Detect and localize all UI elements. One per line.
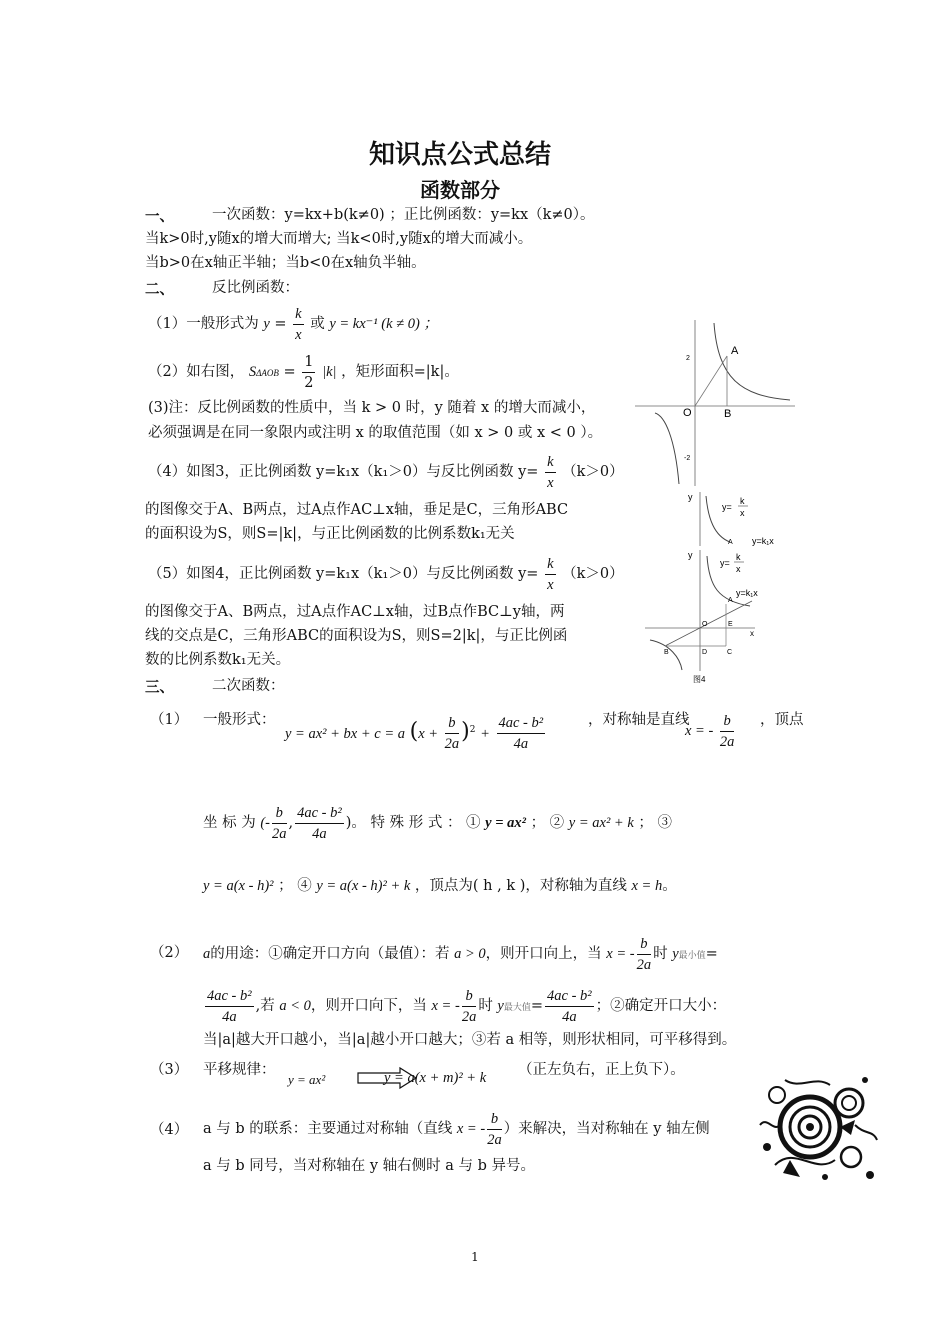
q3-formula1: y = ax² <box>288 1072 326 1087</box>
fig4-D: D <box>702 649 708 656</box>
q2-text2: ，则开口向上，当 <box>485 946 602 962</box>
q1-dot: 。 <box>662 878 677 894</box>
q1-coord-label: 坐 标 为 <box>203 815 256 831</box>
q1-frac1-num: b <box>445 713 460 734</box>
q1-axis-xeq: x = - <box>685 723 714 739</box>
fig4-label1: y= <box>720 558 730 568</box>
q2-min: 最小值 <box>678 951 706 961</box>
item1-prefix: （1）一般形式为 <box>148 316 259 332</box>
q3-formula2: y = a(x + m)² + k <box>384 1070 487 1086</box>
q2-xeq: x = - <box>606 946 635 962</box>
item5-prefix: （5）如图4，正比例函数 y=k₁x（k₁＞0）与反比例函数 y= <box>148 566 539 582</box>
section1-heading: 一次函数：y=kx+b(k≠0) ；正比例函数：y=kx（k≠0）。 <box>212 207 595 223</box>
q2-y2: y <box>497 998 504 1014</box>
section1-line2: 当b>0在x轴正半轴；当b<0在x轴负半轴。 <box>145 255 426 271</box>
q1-frac2-num: 4ac - b² <box>497 713 546 734</box>
item4-prefix: （4）如图3，正比例函数 y=k₁x（k₁＞0）与反比例函数 y= <box>148 464 539 480</box>
q2-text5: ；②确定开口大小： <box>595 998 727 1014</box>
q1-form4: y = a(x - h)² + k <box>316 878 411 894</box>
q2-text4: ，则开口向下，当 <box>310 998 427 1014</box>
q4-line1 <box>203 1106 710 1152</box>
item1-num: k <box>293 304 303 325</box>
page-title: 知识点公式总结 <box>368 140 551 170</box>
q2-a: a <box>203 946 211 962</box>
fig3-num: k <box>740 496 745 506</box>
q1-lhs: y = ax² + bx + c = a <box>285 725 405 742</box>
q4-frac <box>487 1109 502 1150</box>
fig1-B: B <box>724 408 732 420</box>
fig4-x: x <box>750 629 754 638</box>
q1-lparen: ( <box>409 718 419 744</box>
item1-y: y <box>263 316 270 332</box>
q1-form1: y = ax² <box>485 815 526 831</box>
fig4-num: k <box>736 552 741 562</box>
q4-line2: a 与 b 同号，当对称轴在 y 轴右侧时 a 与 b 异号。 <box>203 1158 536 1174</box>
q2-text3: ,若 <box>255 998 275 1014</box>
q3-label: 平移规律： <box>203 1062 276 1078</box>
fig4-C: C <box>727 649 733 656</box>
q2-number: （2） <box>150 945 189 961</box>
fig4-B: B <box>664 649 669 656</box>
q1-sq: 2 <box>469 725 476 735</box>
item4-fraction <box>545 452 555 493</box>
q4-frac-den: 2a <box>487 1131 502 1148</box>
q1-frac1 <box>445 713 460 754</box>
item5-fraction <box>545 554 555 595</box>
section2-heading: 反比例函数： <box>212 280 299 296</box>
q1-rparen: ) <box>461 718 470 744</box>
page-number: 1 <box>471 1250 479 1264</box>
fig4-y: y <box>688 550 693 560</box>
q1-axis-formula <box>685 708 736 754</box>
q1-axis-text: ，对称轴是直线 <box>588 712 690 728</box>
q2-frac4-num: 4ac - b² <box>545 986 594 1007</box>
item4-num: k <box>545 452 555 473</box>
q2-frac2-num: 4ac - b² <box>205 986 254 1007</box>
item4-line2: 的图像交于A、B两点，过A点作AC⊥x轴，垂足是C，三角形ABC <box>145 502 569 518</box>
q1-form3: y = a(x - h)² <box>203 878 274 894</box>
q2-frac2 <box>205 986 254 1027</box>
item2-fraction <box>302 352 315 393</box>
q2-when: 时 <box>653 946 668 962</box>
q1-sep2: ； ③ <box>638 815 672 831</box>
q1-open: (- <box>260 815 270 831</box>
item1-or: 或 <box>310 316 325 332</box>
section2-number: 二、 <box>145 281 174 298</box>
section1-number: 一、 <box>145 208 174 225</box>
q1-axis-den: 2a <box>719 733 735 750</box>
item5-den: x <box>547 576 554 593</box>
q2-frac1-den: 2a <box>636 956 652 973</box>
q1-special-label: 特 殊 形 式 ： ① <box>370 815 481 831</box>
q2-frac3-num: b <box>462 986 477 1007</box>
q1-vertex-line <box>203 798 672 848</box>
q1-coord-frac1-den: 2a <box>272 825 287 842</box>
fig4-O: O <box>702 621 708 628</box>
fig4-A: A <box>728 597 733 604</box>
q2-frac4 <box>545 986 594 1027</box>
item5-line3: 线的交点是C，三角形ABC的面积设为S，则S=2|k|，与正比例函 <box>145 628 568 644</box>
section3-heading: 二次函数： <box>212 678 285 694</box>
item5-suffix: （k＞0） <box>562 566 624 582</box>
q1-coord-frac1 <box>272 803 287 844</box>
q2-line1 <box>203 930 718 978</box>
item4-line1 <box>148 450 624 494</box>
q1-frac1-den: 2a <box>444 736 460 753</box>
hyperbola-figure <box>630 318 800 488</box>
fig4-den: x <box>736 564 741 574</box>
item2-sub: ΔAOB <box>256 368 279 378</box>
item5-line2: 的图像交于A、B两点，过A点作AC⊥x轴，过B点作BC⊥y轴，两 <box>145 604 565 620</box>
q2-frac2-den: 4a <box>222 1008 237 1025</box>
q3-note: （正左负右，正上负下）。 <box>518 1062 685 1078</box>
fig1-tick-top: 2 <box>686 355 690 362</box>
q2-cond1: a > 0 <box>454 946 486 962</box>
q1-coord-frac2 <box>295 803 344 844</box>
item1-fraction <box>293 304 303 345</box>
q2-frac4-den: 4a <box>562 1008 577 1025</box>
q1-comma: , <box>288 815 294 831</box>
section3-number: 三、 <box>145 679 174 696</box>
q2-frac3-den: 2a <box>461 1008 477 1025</box>
item5-line1 <box>148 552 624 596</box>
fig3-label2: y=k₁x <box>752 536 774 546</box>
q2-eq2: = <box>530 998 544 1014</box>
q1-plus: + <box>480 725 490 742</box>
fig3-y: y <box>688 492 693 502</box>
q2-frac3 <box>462 986 477 1027</box>
q1-coord-frac2-num: 4ac - b² <box>295 803 344 824</box>
q4-text2: ）来解决，当对称轴在 y 轴左侧 <box>503 1121 710 1137</box>
q2-when2: 时 <box>478 998 493 1014</box>
q1-x: x + <box>418 725 439 742</box>
q1-frac2 <box>497 713 546 754</box>
fig3-label1: y= <box>722 502 732 512</box>
figure-4 <box>640 546 790 686</box>
q2-eq: = <box>705 946 718 962</box>
q1-axis-num: b <box>720 711 735 732</box>
q2-frac1-num: b <box>637 934 652 955</box>
q1-label: 一般形式： <box>203 712 276 728</box>
q4-xeq: x = - <box>456 1121 486 1137</box>
item4-den: x <box>547 474 554 491</box>
q2-text1: 的用途：①确定开口方向（最值）：若 <box>210 946 450 962</box>
fig4-caption: 图4 <box>693 675 706 684</box>
q1-general-formula <box>285 704 547 756</box>
fig1-O: O <box>683 407 692 419</box>
note-line1: (3)注：反比例函数的性质中，当 k > 0 时，y 随着 x 的增大而减小， <box>148 400 596 416</box>
note-line2: 必须强调是在同一象限内或注明 x 的取值范围（如 x > 0 或 x < 0 ）。 <box>148 425 603 441</box>
q1-xh: x = h <box>631 878 663 894</box>
item5-num: k <box>545 554 555 575</box>
q1-coord-frac2-den: 4a <box>312 825 327 842</box>
q2-max: 最大值 <box>503 1003 531 1013</box>
figure-3 <box>686 488 786 548</box>
fig3-A: A <box>728 539 733 546</box>
item2-absk: |k| <box>322 364 337 380</box>
item2-num: 1 <box>302 352 315 373</box>
section-title: 函数部分 <box>420 178 500 202</box>
q1-form2: y = ax² + k <box>568 815 634 831</box>
q1-frac2-den: 4a <box>513 736 529 753</box>
fig1-tick-bottom: -2 <box>684 455 691 462</box>
q2-cond2: a < 0 <box>279 998 311 1014</box>
item4-suffix: （k＞0） <box>562 464 624 480</box>
q4-text1: a 与 b 的联系：主要通过对称轴（直线 <box>203 1121 453 1137</box>
q4-frac-num: b <box>487 1109 502 1130</box>
fig4-label2: y=k₁x <box>736 588 758 598</box>
q1-forms-line <box>203 876 677 896</box>
item2-prefix: （2）如右图， <box>148 364 245 380</box>
item1-den: x <box>295 326 302 343</box>
q1-number: （1） <box>150 712 189 728</box>
decorative-ornament-icon <box>755 1065 880 1187</box>
q2-xeq2: x = - <box>431 998 460 1014</box>
fig3-den: x <box>740 508 745 518</box>
q2-line3: 当|a|越大开口越小，当|a|越小开口越大；③若 a 相等，则形状相同，可平移得到。 <box>203 1032 737 1048</box>
q3-number: （3） <box>150 1062 189 1078</box>
triangle-area-formula <box>148 350 459 394</box>
fig1-A: A <box>731 345 739 357</box>
q2-line2 <box>203 982 726 1030</box>
item1-rest: y = kx⁻¹ (k ≠ 0) ； <box>329 316 438 332</box>
q2-y: y <box>672 946 679 962</box>
q1-axis-frac <box>720 711 735 752</box>
q1-close: )。 <box>345 815 366 831</box>
q4-number: （4） <box>150 1122 189 1138</box>
q1-coord-frac1-num: b <box>272 803 287 824</box>
q2-frac1 <box>637 934 652 975</box>
q1-sep3: ； ④ <box>278 878 312 894</box>
item2-S: S <box>248 364 257 380</box>
q1-sep1: ； ② <box>530 815 565 831</box>
section1-line1: 当k>0时,y随x的增大而增大; 当k<0时,y随x的增大而减小。 <box>145 231 533 247</box>
q1-vertex-word: ，顶点 <box>760 712 804 728</box>
fig4-E: E <box>728 621 733 628</box>
item2-den: 2 <box>304 374 314 391</box>
item2-eq: = <box>283 364 296 380</box>
item2-rest: ，矩形面积=|k|。 <box>341 364 459 380</box>
item1-eq: = <box>274 316 287 332</box>
item4-line3: 的面积设为S，则S=|k|，与正比例函数的比例系数k₁无关 <box>145 526 515 542</box>
item5-line4: 数的比例系数k₁无关。 <box>145 652 291 668</box>
inverse-general-form <box>148 302 438 346</box>
q1-vertex-axis: ，顶点为( h , k )，对称轴为直线 <box>414 878 627 894</box>
